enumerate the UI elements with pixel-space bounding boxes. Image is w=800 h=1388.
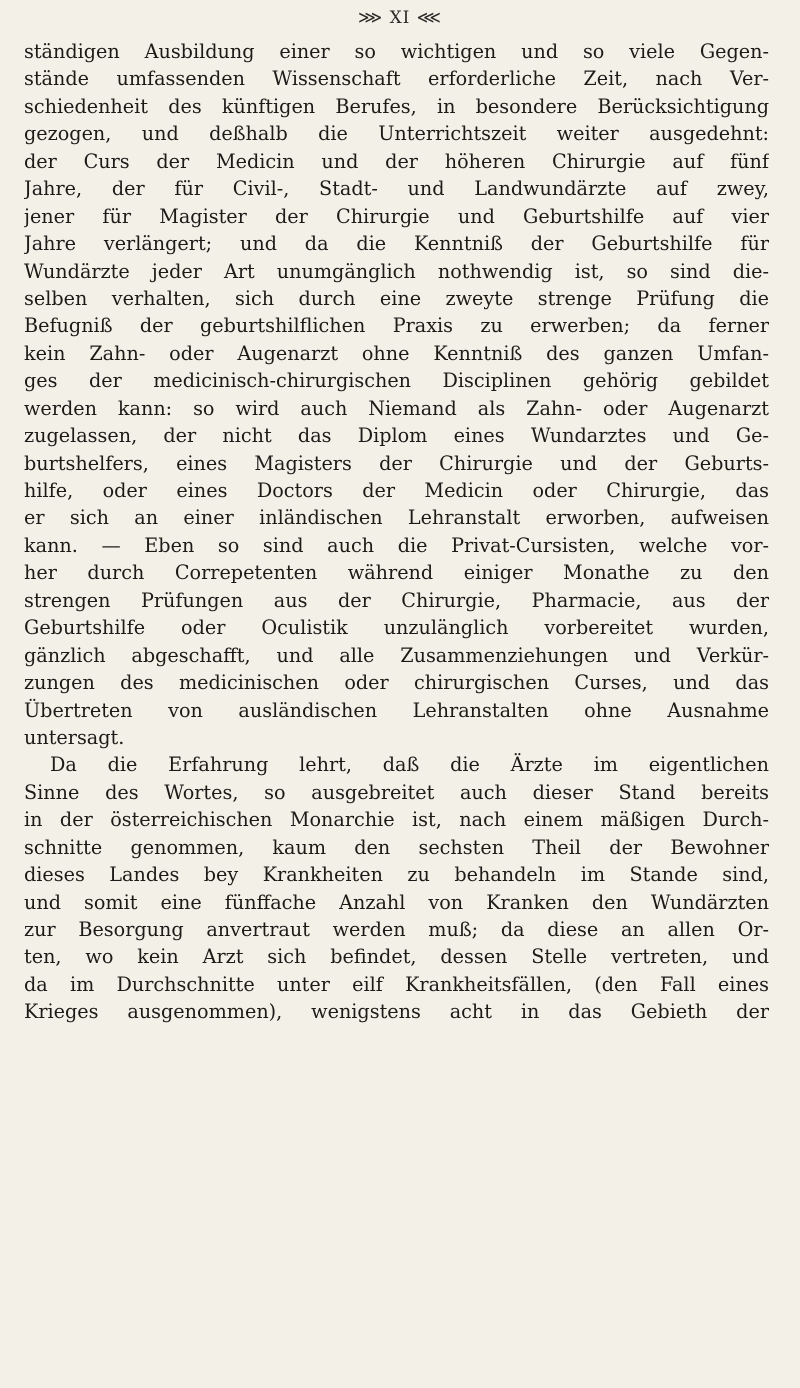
text-line: gänzlich abgeschafft, und alle Zusammenziehungen und Verkür- <box>24 643 769 667</box>
text-line: Übertreten von ausländischen Lehranstalten ohne Ausnahme <box>24 698 769 722</box>
page-header: ⋙ XI ⋘ <box>358 8 442 28</box>
text-line: zur Besorgung anvertraut werden muß; da diese an allen Or- <box>24 918 769 941</box>
text-line: Befugniß der geburtshilflichen Praxis zu erwerben; da ferner <box>24 314 769 338</box>
text-line: her durch Correpetenten während einiger Monathe zu den <box>24 561 769 585</box>
text-line: selben verhalten, sich durch eine zweyte strenge Prüfung die <box>24 286 769 310</box>
text-line: burtshelfers, eines Magisters der Chirurgie und der Geburts- <box>24 451 769 475</box>
text-line: gezogen, und deßhalb die Unterrichtszeit weiter ausgedehnt: <box>24 122 769 146</box>
text-line: schiedenheit des künftigen Berufes, in besondere Berücksichtigung <box>24 94 769 118</box>
text-line: kann. — Eben so sind auch die Privat-Cursisten, welche vor- <box>24 533 769 557</box>
text-line: stände umfassenden Wissenschaft erforderliche Zeit, nach Ver- <box>24 67 769 91</box>
text-line: Krieges ausgenommen), wenigstens acht in das Gebieth der <box>24 1000 769 1024</box>
text-line: in der österreichischen Monarchie ist, nach einem mäßigen Durch- <box>24 808 769 832</box>
text-line: zugelassen, der nicht das Diplom eines Wundarztes und Ge- <box>24 424 769 448</box>
text-line: strengen Prüfungen aus der Chirurgie, Pharmacie, aus der <box>24 588 769 612</box>
text-line: jener für Magister der Chirurgie und Geburtshilfe auf vier <box>24 204 769 228</box>
text-line: ges der medicinisch-chirurgischen Disciplinen gehörig gebildet <box>24 369 769 393</box>
text-line: Sinne des Wortes, so ausgebreitet auch dieser Stand bereits <box>24 780 769 804</box>
text-line: ständigen Ausbildung einer so wichtigen und so viele Gegen- <box>24 40 769 63</box>
text-line: Jahre verlängert; und da die Kenntniß der Geburtshilfe für <box>24 232 769 256</box>
paragraph-end-line: untersagt. <box>24 725 125 749</box>
text-line: kein Zahn- oder Augenarzt ohne Kenntniß des ganzen Umfan- <box>24 341 769 365</box>
text-line: hilfe, oder eines Doctors der Medicin oder Chirurgie, das <box>24 479 769 502</box>
text-line: der Curs der Medicin und der höheren Chirurgie auf fünf <box>24 149 769 173</box>
text-line: zungen des medicinischen oder chirurgischen Curses, und das <box>24 671 769 695</box>
text-line: werden kann: so wird auch Niemand als Zahn- oder Augenarzt <box>24 396 769 420</box>
text-line: Jahre, der für Civil-, Stadt- und Landwundärzte auf zwey, <box>24 177 769 201</box>
text-line: dieses Landes bey Krankheiten zu behandeln im Stande sind, <box>24 863 769 887</box>
text-line: er sich an einer inländischen Lehranstalt erworben, aufweisen <box>24 506 769 530</box>
text-line: Geburtshilfe oder Oculistik unzulänglich vorbereitet wurden, <box>24 616 769 640</box>
paragraph-start-line: Da die Erfahrung lehrt, daß die Ärzte im eigentlichen <box>50 753 769 777</box>
text-line: ten, wo kein Arzt sich befindet, dessen Stelle vertreten, und <box>24 945 769 969</box>
text-line: schnitte genommen, kaum den sechsten Theil der Bewohner <box>24 835 769 859</box>
text-line: Wundärzte jeder Art unumgänglich nothwendig ist, so sind die- <box>24 259 769 283</box>
text-line: und somit eine fünffache Anzahl von Kranken den Wundärzten <box>24 890 769 914</box>
body-text <box>24 38 769 1026</box>
text-line: da im Durchschnitte unter eilf Krankheitsfällen, (den Fall eines <box>24 972 769 996</box>
